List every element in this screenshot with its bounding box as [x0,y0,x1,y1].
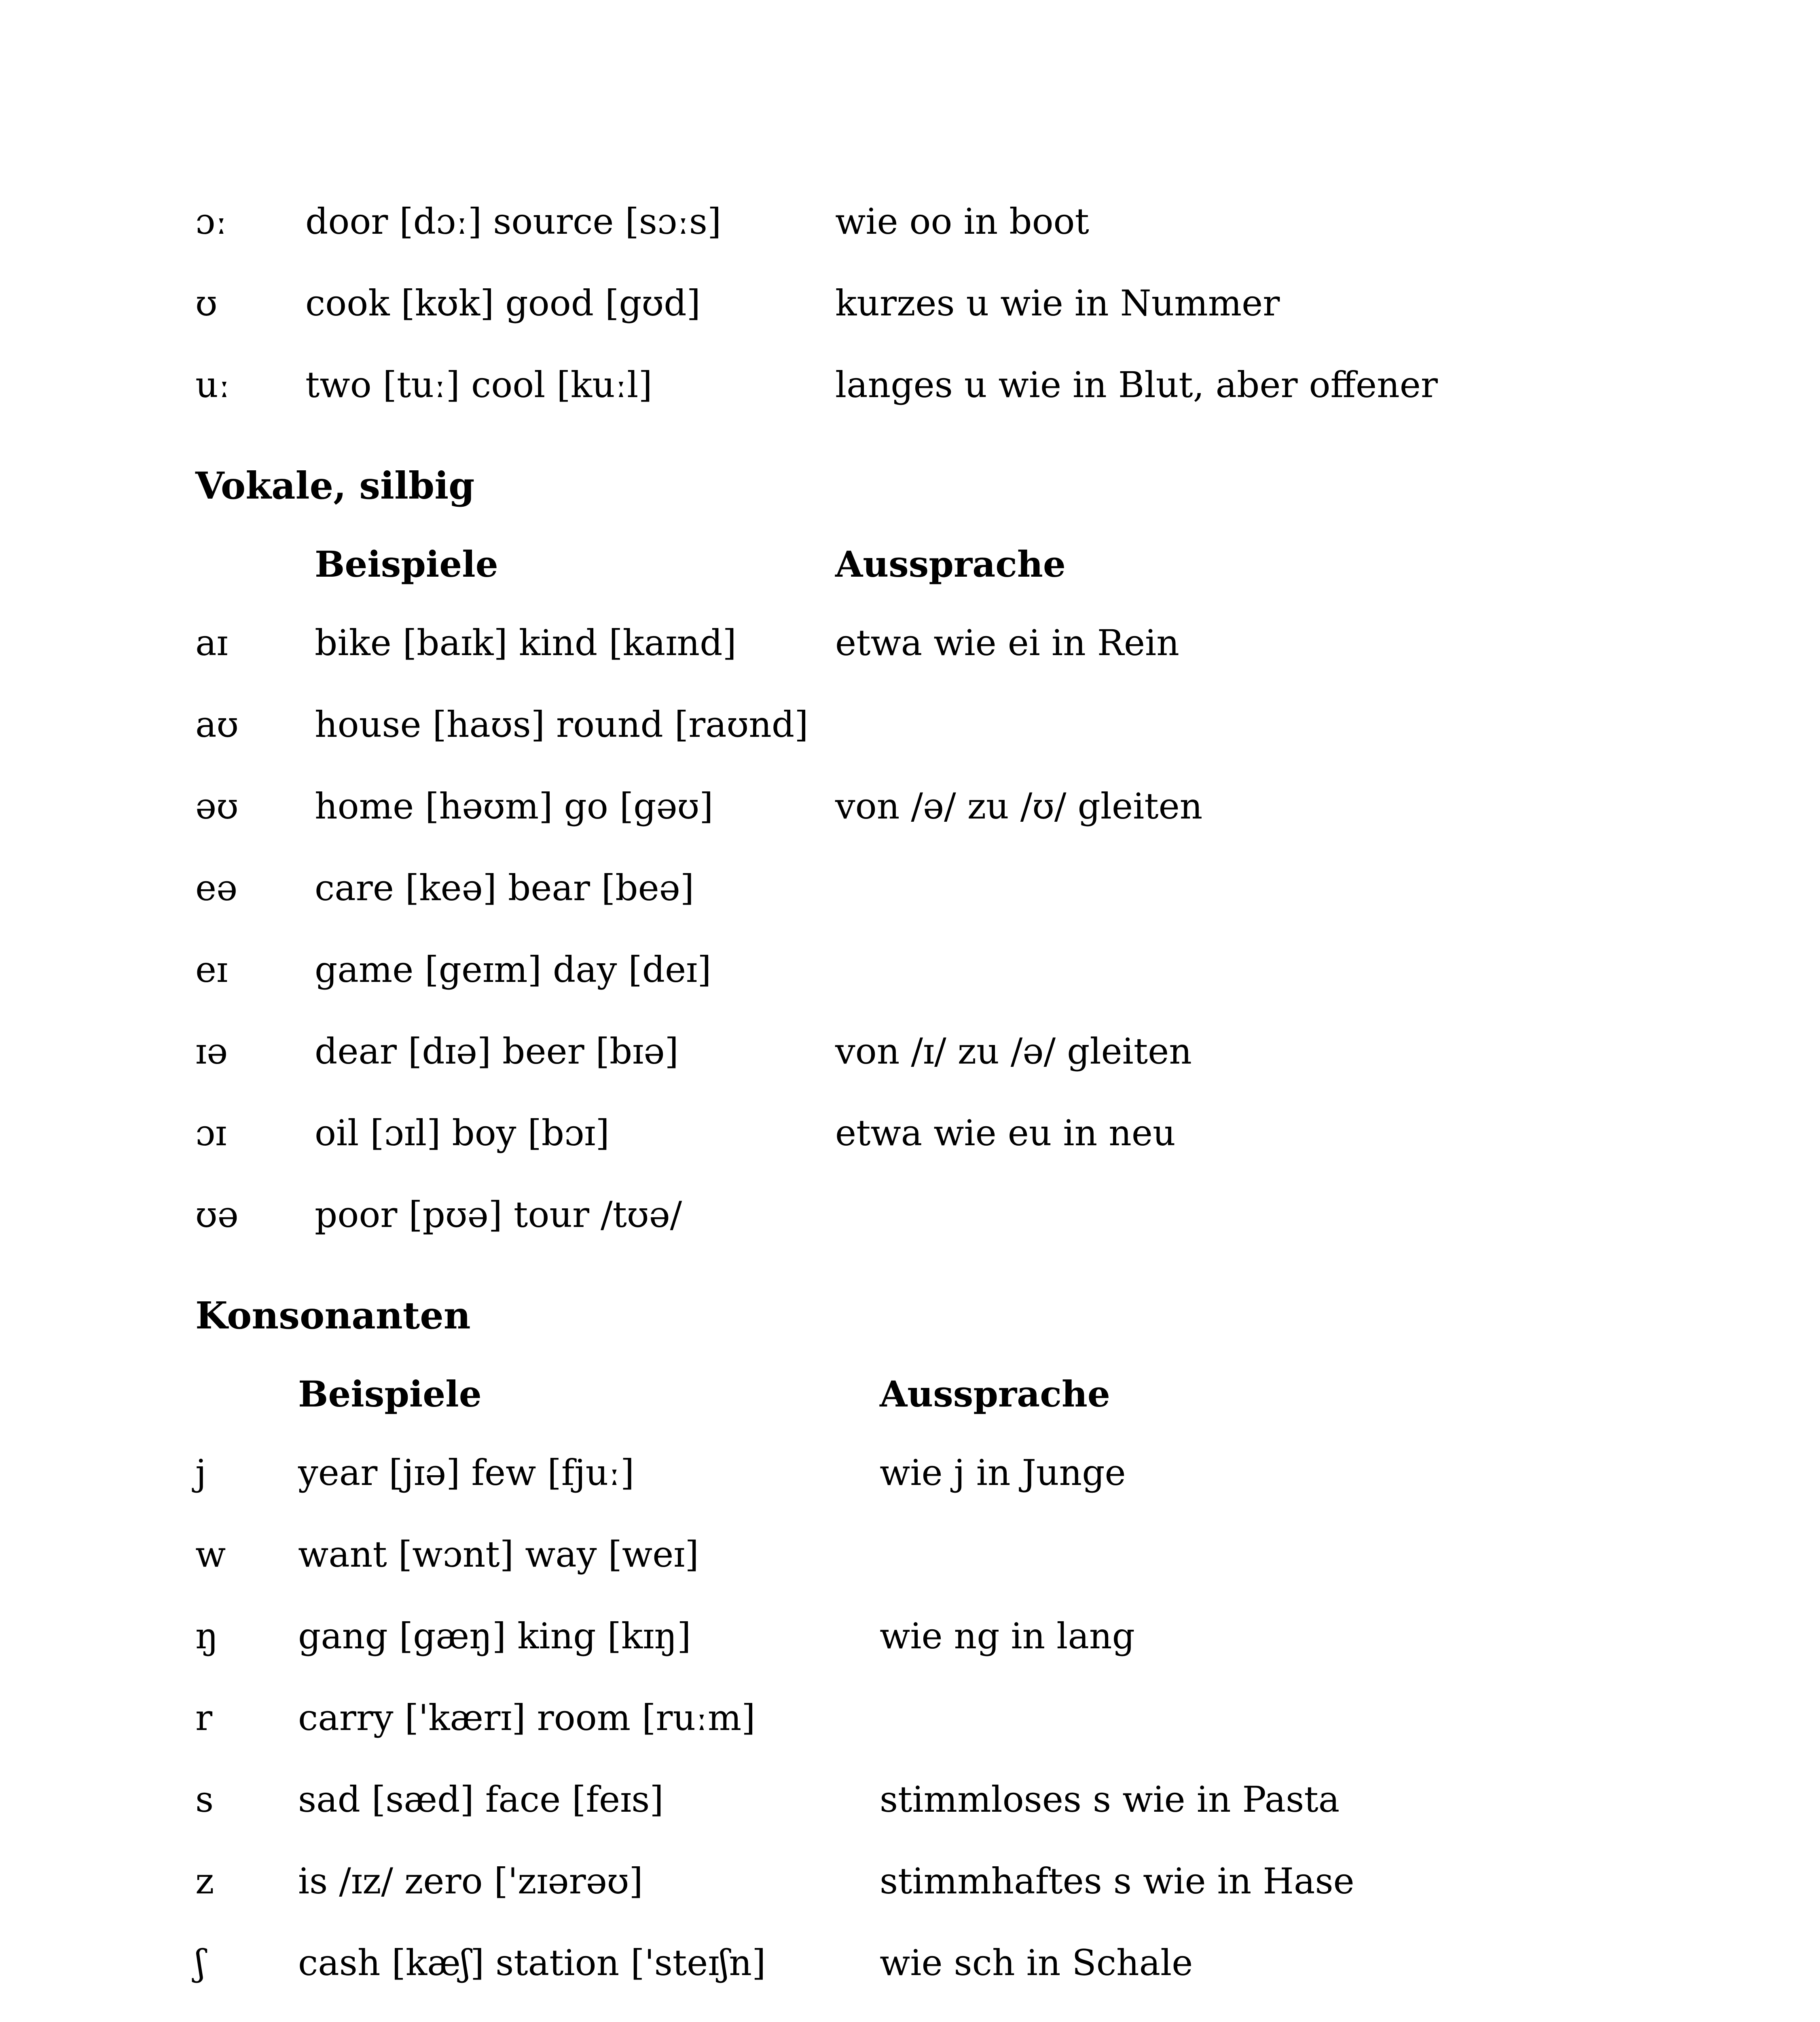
table-row [0,359,1820,411]
table-row [0,1447,1820,1499]
ipa-symbol: z [195,1860,214,1902]
pronunciation-note: kurzes u wie in Nummer [835,282,1280,324]
section-heading-consonants: Konsonanten [195,1294,471,1337]
table-row [0,862,1820,914]
column-header-examples: Beispiele [315,543,498,585]
example-words: door [dɔː] source [sɔːs] [305,201,722,242]
ipa-symbol: ŋ [195,1615,218,1657]
ipa-symbol: r [195,1697,213,1739]
pronunciation-note: etwa wie eu in neu [835,1112,1176,1154]
ipa-symbol: ɪə [195,1030,228,1072]
pronunciation-note: wie j in Junge [880,1452,1126,1493]
pronunciation-note: von /ə/ zu /ʊ/ gleiten [835,785,1203,827]
ipa-symbol: ɔɪ [195,1112,227,1154]
column-header-row [0,1368,1820,1420]
ipa-symbol: əʊ [195,785,239,827]
example-words: carry ['kærɪ] room [ruːm] [298,1697,756,1739]
ipa-symbol: j [195,1452,207,1493]
ipa-symbol: s [195,1779,214,1820]
ipa-symbol: ʊə [195,1194,239,1235]
ipa-symbol: ʃ [195,1942,205,1984]
table-row [0,1189,1820,1241]
ipa-symbol: ɔː [195,201,227,242]
pronunciation-note: stimmloses s wie in Pasta [880,1779,1340,1820]
pronunciation-note: wie ng in lang [880,1615,1135,1657]
example-words: want [wɔnt] way [weɪ] [298,1533,699,1575]
pronunciation-note: wie oo in boot [835,201,1089,242]
example-words: game [geɪm] day [deɪ] [315,949,711,990]
example-words: two [tuː] cool [kuːl] [305,364,652,406]
column-header-pronunciation: Aussprache [880,1373,1110,1415]
table-row [0,698,1820,751]
example-words: year [jɪə] few [fjuː] [298,1452,635,1493]
table-row [0,780,1820,833]
example-words: gang [gæŋ] king [kɪŋ] [298,1615,691,1657]
column-header-pronunciation: Aussprache [835,543,1066,585]
ipa-symbol: eə [195,867,238,909]
example-words: home [həʊm] go [gəʊ] [315,785,713,827]
table-row [0,195,1820,248]
table-row [0,1025,1820,1078]
ipa-symbol: eɪ [195,949,228,990]
example-words: oil [ɔɪl] boy [bɔɪ] [315,1112,609,1154]
table-row [0,1937,1820,1989]
example-words: dear [dɪə] beer [bɪə] [315,1030,679,1072]
pronunciation-note: stimmhaftes s wie in Hase [880,1860,1354,1902]
ipa-symbol: uː [195,364,231,406]
example-words: poor [pʊə] tour /tʊə/ [315,1194,682,1235]
ipa-symbol: aɪ [195,622,228,664]
ipa-symbol: w [195,1533,226,1575]
example-words: cook [kʊk] good [gʊd] [305,282,700,324]
example-words: care [keə] bear [beə] [315,867,694,909]
table-row [0,943,1820,996]
table-row [0,1528,1820,1581]
section-heading-diphthongs: Vokale, silbig [195,464,475,508]
pronunciation-note: langes u wie in Blut, aber offener [835,364,1438,406]
example-words: cash [kæʃ] station ['steɪʃn] [298,1942,766,1984]
table-row [0,277,1820,330]
example-words: is /ɪz/ zero ['zɪərəʊ] [298,1860,643,1902]
ipa-symbol: aʊ [195,704,239,745]
table-row [0,1610,1820,1662]
table-row [0,1107,1820,1159]
table-row [0,1855,1820,1908]
ipa-symbol: ʊ [195,282,218,324]
example-words: bike [baɪk] kind [kaɪnd] [315,622,736,664]
pronunciation-note: wie sch in Schale [880,1942,1193,1984]
column-header-row [0,538,1820,590]
example-words: house [haʊs] round [raʊnd] [315,704,808,745]
example-words: sad [sæd] face [feɪs] [298,1779,664,1820]
column-header-examples: Beispiele [298,1373,482,1415]
table-row [0,1773,1820,1826]
pronunciation-note: von /ɪ/ zu /ə/ gleiten [835,1030,1192,1072]
table-row [0,1692,1820,1744]
table-row [0,617,1820,669]
pronunciation-note: etwa wie ei in Rein [835,622,1179,664]
